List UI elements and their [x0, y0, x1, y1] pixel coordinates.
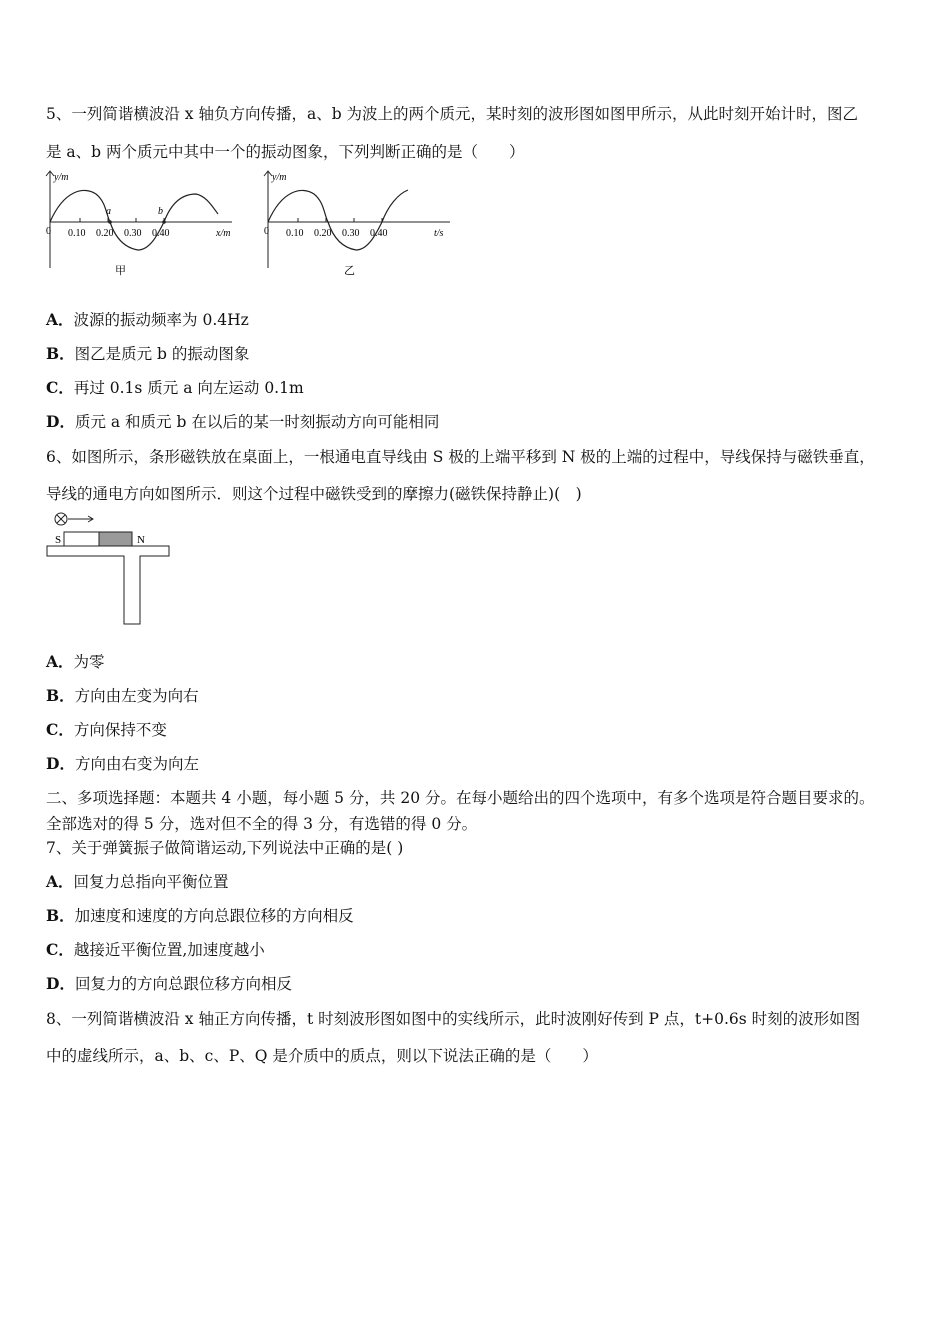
option-text: 方向由左变为向右 — [74, 687, 199, 705]
fig-b-tick-1: 0.10 — [286, 228, 304, 239]
q8-stem-line1: 8、一列简谐横波沿 x 轴正方向传播，t 时刻波形图如图中的实线所示，此时波刚好传到 P 点，t+0.6s 时刻的波形如图 — [46, 1010, 861, 1028]
fig-a-caption: 甲 — [115, 265, 126, 277]
q5-option-a — [46, 308, 249, 330]
option-text: 回复力的方向总跟位移方向相反 — [74, 975, 292, 993]
fig-a-tick-2: 0.20 — [96, 228, 114, 239]
q7-option-d — [46, 972, 292, 994]
q7-option-b — [46, 904, 354, 926]
option-text: 图乙是质元 b 的振动图象 — [74, 345, 250, 363]
q6-stem-line2: 导线的通电方向如图所示．则这个过程中磁铁受到的摩擦力(磁铁保持静止)( ) — [46, 485, 582, 503]
option-label: A． — [46, 310, 74, 329]
q5-figure-b — [258, 168, 458, 280]
option-label: A． — [46, 872, 74, 891]
q5-figure-a — [40, 168, 240, 280]
q5-stem-line1: 5、一列简谐横波沿 x 轴负方向传播，a、b 为波上的两个质元，某时刻的波形图如图甲所示，从此时刻开始计时，图乙 — [46, 105, 859, 123]
option-text: 回复力总指向平衡位置 — [73, 873, 229, 891]
option-text: 加速度和速度的方向总跟位移的方向相反 — [74, 907, 354, 925]
q6-option-c — [46, 718, 167, 740]
option-label: C． — [46, 378, 74, 397]
q5-option-d — [46, 410, 439, 432]
option-label: A． — [46, 652, 74, 671]
option-label: C． — [46, 720, 74, 739]
q5-stem-line2: 是 a、b 两个质元中其中一个的振动图象，下列判断正确的是（ ） — [46, 143, 525, 161]
fig-a-tick-1: 0.10 — [68, 228, 86, 239]
option-label: D． — [46, 754, 75, 773]
q7-option-a — [46, 870, 229, 892]
q6-option-a — [46, 650, 105, 672]
section2-line1: 二、多项选择题：本题共 4 小题，每小题 5 分，共 20 分。在每小题给出的四个选项中，有多个选项是符合题目要求的。 — [46, 789, 875, 807]
magnet-label-n: N — [137, 534, 145, 546]
q6-option-b — [46, 684, 199, 706]
fig-b-tick-2: 0.20 — [314, 228, 332, 239]
fig-b-tick-4: 0.40 — [370, 228, 388, 239]
option-text: 波源的振动频率为 0.4Hz — [73, 311, 249, 329]
fig-a-tick-4: 0.40 — [152, 228, 170, 239]
option-label: D． — [46, 412, 75, 431]
fig-a-ylabel: y/m — [54, 172, 69, 183]
q6-figure — [44, 508, 174, 630]
option-label: C． — [46, 940, 74, 959]
fig-b-tick-3: 0.30 — [342, 228, 360, 239]
option-text: 方向保持不变 — [73, 721, 167, 739]
fig-b-ylabel: y/m — [272, 172, 287, 183]
fig-b-origin: 0 — [264, 226, 269, 237]
fig-a-xlabel: x/m — [216, 228, 231, 239]
option-label: D． — [46, 974, 75, 993]
q6-option-d — [46, 752, 199, 774]
option-label: B． — [46, 344, 75, 363]
q8-stem-line2: 中的虚线所示，a、b、c、P、Q 是介质中的质点，则以下说法正确的是（ ） — [46, 1047, 598, 1065]
fig-a-point-a: a — [106, 206, 111, 217]
fig-a-origin: 0 — [46, 226, 51, 237]
q5-option-b — [46, 342, 249, 364]
fig-a-point-b: b — [158, 206, 163, 217]
magnet-label-s: S — [55, 534, 62, 546]
fig-b-xlabel: t/s — [434, 228, 444, 239]
q7-stem: 7、关于弹簧振子做简谐运动,下列说法中正确的是( ) — [46, 839, 404, 857]
option-text: 越接近平衡位置,加速度越小 — [73, 941, 265, 959]
section2-line2: 全部选对的得 5 分，选对但不全的得 3 分，有选错的得 0 分。 — [46, 815, 478, 833]
option-text: 为零 — [73, 653, 105, 671]
q5-option-c — [46, 376, 304, 398]
fig-a-tick-3: 0.30 — [124, 228, 142, 239]
q6-stem-line1: 6、如图所示，条形磁铁放在桌面上，一根通电直导线由 S 极的上端平移到 N 极的上端的过程中，导线保持与磁铁垂直， — [46, 448, 875, 466]
option-label: B． — [46, 906, 75, 925]
fig-b-caption: 乙 — [344, 265, 355, 277]
option-text: 再过 0.1s 质元 a 向左运动 0.1m — [73, 379, 304, 397]
option-text: 质元 a 和质元 b 在以后的某一时刻振动方向可能相同 — [74, 413, 440, 431]
option-label: B． — [46, 686, 75, 705]
option-text: 方向由右变为向左 — [74, 755, 199, 773]
q7-option-c — [46, 938, 265, 960]
